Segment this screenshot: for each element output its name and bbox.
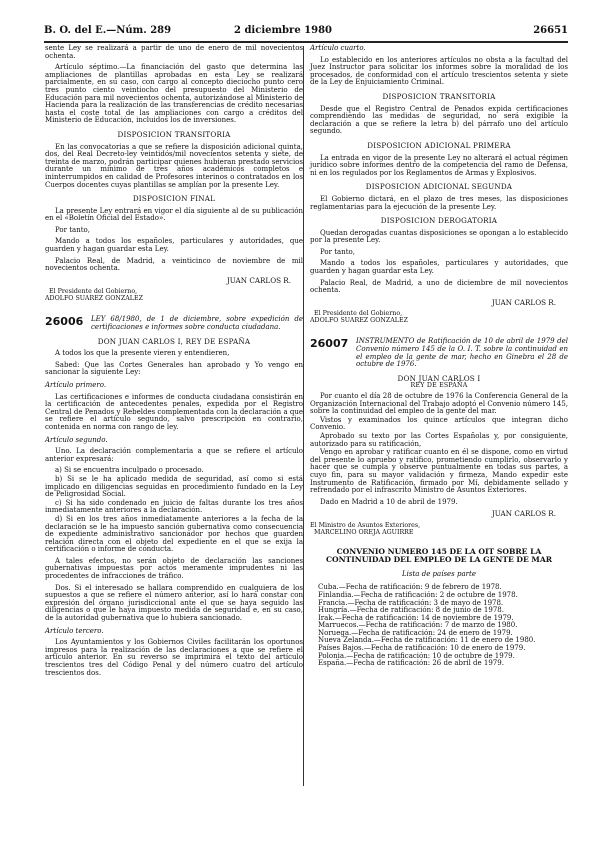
article-title: Artículo tercero. xyxy=(45,626,104,635)
list-item: Noruega.—Fecha de ratificación: 24 de enero de 1979. xyxy=(318,628,513,637)
list-item: Marruecos.—Fecha de ratificación: 7 de marzo de 1980. xyxy=(318,621,518,630)
paragraph: Mando a todos los españoles, particulares y autoridades, que guarden y hagan guardar esta Ley. xyxy=(45,237,303,254)
list-item: Finlandia.—Fecha de ratificación: 2 de octubre de 1978. xyxy=(318,590,518,599)
signature: JUAN CARLOS R. xyxy=(491,297,556,307)
countersignature-title: El Ministro de Asuntos Exteriores, xyxy=(310,521,421,529)
paragraph: A tales efectos, no serán objeto de declaración las sanciones gubernativas impuestas por actos meramente imprudentes ni las procedentes de infracciones de tráfico. xyxy=(45,556,303,581)
countersignature xyxy=(310,522,568,536)
paragraph: a) Si se encuentra inculpado o procesado. xyxy=(55,466,204,475)
paragraph: El Gobierno dictará, en el plazo de tres meses, las disposiciones reglamentarias para la ejecución de la presente Ley. xyxy=(310,194,568,211)
heading-line: REY DE ESPAÑA xyxy=(410,382,468,390)
countersignature xyxy=(45,288,303,302)
section-heading: DON JUAN CARLOS I, REY DE ESPAÑA xyxy=(97,336,251,346)
page-header xyxy=(44,25,568,39)
law-heading xyxy=(310,338,568,368)
law-title: LEY 68/1980, de 1 de diciembre, sobre expedición de certificaciones e informes sobre conducta ciudadana. xyxy=(91,315,303,332)
paragraph: b) Si se le ha aplicado medida de seguridad, así como si está implicado en diligencias seguidas en procedimiento fundado en la Ley de Peligrosidad Social. xyxy=(45,474,303,499)
country-list xyxy=(318,584,568,668)
paragraph: sente Ley se realizará a partir de uno de enero de mil novecientos ochenta. xyxy=(45,44,303,60)
paragraph: Las certificaciones e informes de conducta ciudadana consistirán en la certificación de antecedentes penales, expedida por el Registro Central de Penados y Rebeldes complementada con la declaración a que se refiere el artículo segundo, salvo prescripción en contrario, contenida en norma con rango de ley. xyxy=(45,392,303,431)
section-heading xyxy=(310,375,568,390)
list-item: Hungría.—Fecha de ratificación: 8 de junio de 1978. xyxy=(318,606,504,615)
paragraph: Dos. Si el interesado se hallara comprendido en cualquiera de los supuestos a que se refiere el número anterior, así lo hará constar con expresión del órgano jurisdiccional ante el que se haya seguido las diligencias o que le haya impuesto medida de seguridad e, en su caso, de la autoridad gubernativa que lo hubiera sancionado. xyxy=(45,583,303,623)
paragraph: Dado en Madrid a 10 de abril de 1979. xyxy=(320,497,458,506)
section-heading: DISPOSICION DEROGATORIA xyxy=(380,216,498,226)
paragraph: En las convocatorias a que se refiere la disposición adicional quinta, dos, del Real Decreto-ley veintidós/mil novecientos setenta y siete, de treinta de marzo, podrán participar quienes hubieran prestado servicios durante un mínimo de tres años académicos completos e ininterrumpidos en calidad de Profesores interinos o contratados en los Cuerpos docentes cuyas plantillas se amplían por la presente Ley. xyxy=(45,142,303,189)
section-heading: DISPOSICION ADICIONAL SEGUNDA xyxy=(365,182,513,192)
section-heading: DISPOSICION TRANSITORIA xyxy=(117,129,231,139)
list-item: Países Bajos.—Fecha de ratificación: 10 de enero de 1979. xyxy=(318,644,526,653)
section-heading: DISPOSICION ADICIONAL PRIMERA xyxy=(367,140,511,150)
countersignature-name: MARCELINO OREJA AGUIRRE xyxy=(314,528,414,536)
list-item: Cuba.—Fecha de ratificación: 9 de febrero de 1978. xyxy=(318,583,502,592)
list-title: Lista de países parte xyxy=(402,569,476,578)
paragraph: Uno. La declaración complementaria a que se refiere el artículo anterior expresará: xyxy=(45,447,303,463)
paragraph: Sabed: Que las Cortes Generales han aprobado y Yo vengo en sancionar la siguiente Ley: xyxy=(45,360,303,377)
article-title: Artículo primero. xyxy=(45,381,107,389)
list-item: Irak.—Fecha de ratificación: 14 de noviembre de 1979. xyxy=(318,613,514,622)
law-number: 26006 xyxy=(45,315,84,329)
list-item: Nueva Zelanda.—Fecha de ratificación: 11 de enero de 1980. xyxy=(318,636,536,645)
paragraph: Aprobado su texto por las Cortes Españolas y, por consiguiente, autorizado para su ratificación, xyxy=(310,431,568,448)
paragraph: Artículo séptimo.—La financiación del gasto que determina las ampliaciones de plantillas aprobadas en esta Ley se realizará parcialmente, en su caso, con cargo al concepto dieciocho punto cero tres punto ciento veintiocho del presupuesto del Ministerio de Educación para mil novecientos ochenta, autorizándose al Ministerio de Hacienda para la realización de las transferencias de crédito necesarias hasta el coste total de las ampliaciones con cargo a créditos del Ministerio de Educación, incluidos los de inversiones. xyxy=(45,63,303,125)
countersignature-title: El Presidente del Gobierno, xyxy=(49,288,138,296)
paragraph: Palacio Real, de Madrid, a veinticinco de noviembre de mil novecientos ochenta. xyxy=(45,256,303,273)
page-number: 26651 xyxy=(533,25,568,36)
paragraph: Vistos y examinados los quince artículos que integran dicho Convenio. xyxy=(310,415,568,432)
list-item: España.—Fecha de ratificación: 26 de abril de 1979. xyxy=(318,659,504,668)
section-heading: DISPOSICION FINAL xyxy=(132,194,216,204)
right-column xyxy=(310,45,568,668)
article-title: Artículo cuarto. xyxy=(310,44,366,52)
paragraph: Quedan derogadas cuantas disposiciones se opongan a lo establecido por la presente Ley. xyxy=(310,228,568,245)
paragraph: La entrada en vigor de la presente Ley no alterará el actual régimen jurídico sobre informes dentro de la competencia del ramo de Defensa, ni en los regulados por los Reglamentos de Armas y Explosivos. xyxy=(310,153,568,177)
left-column xyxy=(45,45,303,681)
paragraph: Mando a todos los españoles, particulares y autoridades, que guarden y hagan guardar esta Ley. xyxy=(310,259,568,276)
paragraph: A todos los que la presente vieren y entendieren, xyxy=(55,349,230,358)
paragraph: Por tanto, xyxy=(55,225,90,234)
list-item: Francia.—Fecha de ratificación: 3 de mayo de 1978. xyxy=(318,598,504,607)
paragraph: Lo establecido en los anteriores artículos no obsta a la facultad del Juez Instructor para solicitar los informes sobre la moralidad de los procesados, de conformidad con el artículo trescientos setenta y siete de la Ley de Enjuiciamiento Criminal. xyxy=(310,55,568,87)
paragraph: c) Si ha sido condenado en juicio de faltas durante los tres años inmediatamente anteriores a la declaración. xyxy=(45,498,303,515)
paragraph: Los Ayuntamientos y los Gobiernos Civiles facilitarán los oportunos impresos para la realización de las declaraciones a que se refiere el artículo anterior. En su reverso se imprimirá el texto del artículo trescientos tres del Código Penal y del número cuatro del artículo trescientos dos. xyxy=(45,638,303,677)
signature: JUAN CARLOS R. xyxy=(491,509,556,519)
section-heading: DISPOSICION TRANSITORIA xyxy=(382,91,496,101)
paragraph: Por cuanto el día 28 de octubre de 1976 la Conferencia General de la Organización Internacional del Trabajo adoptó el Convenio número 145, sobre la continuidad del empleo de la gente del mar. xyxy=(310,392,568,416)
countersignature xyxy=(310,310,568,324)
countersignature-title: El Presidente del Gobierno, xyxy=(314,310,403,318)
paragraph: d) Si en los tres años inmediatamente anteriores a la fecha de la declaración se le ha impuesto sanción gubernativa como consecuencia de expediente administrativo sancionador por hechos que guarden relación directa con el objeto del expediente en el que se exija la certificación o informe de conducta. xyxy=(45,514,303,554)
law-number: 26007 xyxy=(310,337,349,351)
list-item: Polonia.—Fecha de ratificación: 10 de octubre de 1979. xyxy=(318,651,515,660)
countersignature-name: ADOLFO SUAREZ GONZALEZ xyxy=(45,295,143,303)
article-title: Artículo segundo. xyxy=(45,435,108,444)
paragraph: Por tanto, xyxy=(320,247,355,256)
header-rule xyxy=(44,41,568,43)
paragraph: Palacio Real, de Madrid, a uno de diciembre de mil novecientos ochenta. xyxy=(310,278,568,295)
paragraph: Desde que el Registro Central de Penados expida certificaciones comprendiendo las medidas de seguridad, no será exigible la declaración a que se refiere la letra b) del párrafo uno del artículo segundo. xyxy=(310,104,568,136)
law-heading xyxy=(45,316,303,331)
publication-date: 2 diciembre 1980 xyxy=(234,25,332,36)
signature: JUAN CARLOS R. xyxy=(226,275,291,285)
paragraph: La presente Ley entrará en vigor el día siguiente al de su publicación en el «Boletín Oficial del Estado». xyxy=(45,206,303,223)
publication-name: B. O. del E.—Núm. 289 xyxy=(44,25,172,36)
heading-line: DON JUAN CARLOS I xyxy=(397,373,481,383)
convention-title: CONVENIO NUMERO 145 DE LA OIT SOBRE LA CONTINUIDAD DEL EMPLEO DE LA GENTE DE MAR xyxy=(325,546,553,565)
countersignature-name: ADOLFO SUAREZ GONZALEZ xyxy=(310,317,408,325)
column-divider xyxy=(303,46,304,786)
law-title: INSTRUMENTO de Ratificación de 10 de abril de 1979 del Convenio número 145 de la O. I. T. sobre la continuidad en el empleo de la gente de mar, hecho en Ginebra el 28 de octubre de 1976. xyxy=(356,337,568,369)
paragraph: Vengo en aprobar y ratificar cuanto en él se dispone, como en virtud del presente lo apruebo y ratifico, prometiendo cumplirlo, observarlo y hacer que se cumpla y observe puntualmente en todas sus partes, a cuyo fin, para su mayor validación y firmeza, Mando expedir este Instrumento de Ratificación, firmado por Mí, debidamente sellado y refrendado por el infrascrito Ministro de Asuntos Exteriores. xyxy=(310,448,568,495)
